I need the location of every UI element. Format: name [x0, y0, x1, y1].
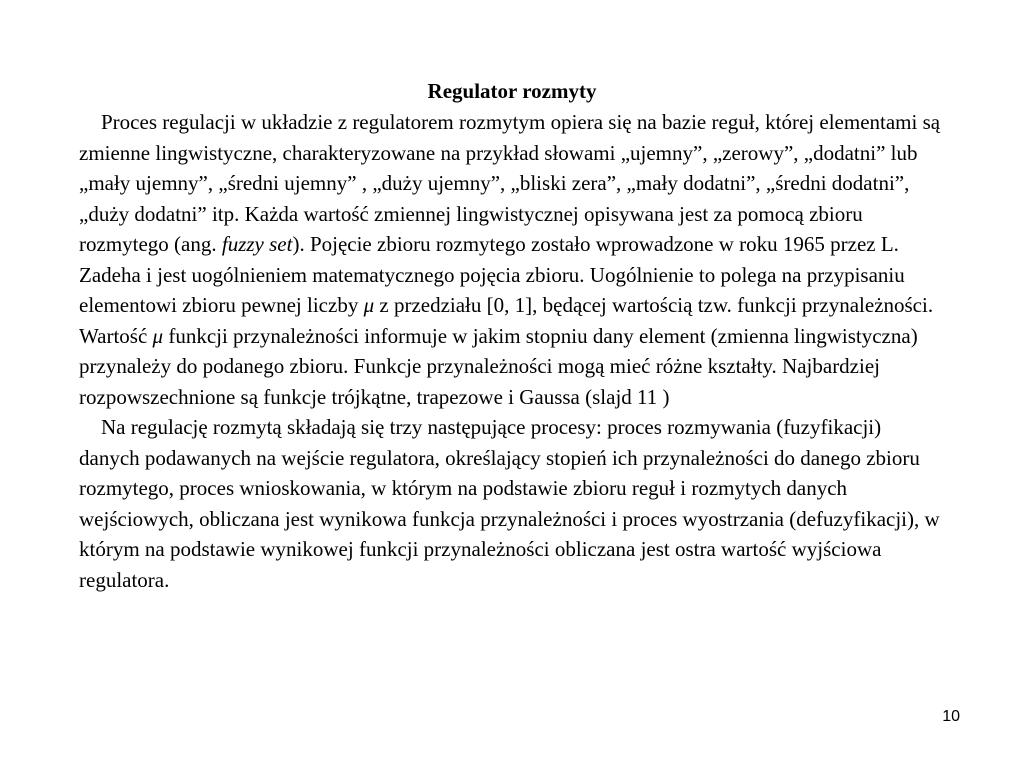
paragraph-fuzzy-regulation: Na regulację rozmytą składają się trzy następujące procesy: proces rozmywania (fuzyfikacji) danych podawanych na wejście regulatora, określający stopień ich przynależności do danego zbioru rozmytego, proces wnioskowania, w którym na podstawie zbioru reguł i rozmytych danych wejściowych, obliczana jest wynikowa funkcja przynależności i proces wyostrzania (defuzyfikacji), w którym na podstawie wynikowej funkcji przynależności obliczana jest ostra wartość wyjściowa regulatora. — [79, 415, 940, 592]
paragraph-fuzzy-sets — [79, 107, 945, 412]
slide-title: Regulator rozmyty — [427, 79, 597, 103]
paragraph-1-text-a: Proces regulacji w układzie z regulatorem rozmytym opiera się na bazie reguł, której elementami są zmienne lingwistyczne, charakteryzowane na przykład słowami „ujemny”, „zerowy”, „dodatni” lub „mały ujemny”, „średni ujemny” , „duży ujemny”, „bliski zera”, „mały dodatni”, „średni dodatni”, „duży dodatni” itp. Każda wartość zmiennej lingwistycznej opisywana jest za pomocą zbioru rozmytego (ang. — [79, 110, 941, 256]
mu-symbol: μ — [152, 323, 164, 348]
fuzzy-set-term: fuzzy set — [221, 232, 293, 256]
paragraph-1-text-d: funkcji przynależności informuje w jakim stopniu dany element (zmienna lingwistyczna) przynależy do podanego zbioru. Funkcje przynależności mogą mieć różne kształty. Najbardziej rozpowszechnione są funkcje trójkątne, trapezowe i Gaussa (slajd 11 ) — [79, 323, 918, 409]
paragraph-1-text-c: z przedziału [0, 1], będącej wartością tzw. funkcji przynależności. Wartość — [79, 293, 934, 348]
slide-number: 10 — [942, 708, 960, 725]
paragraph-1-text-b: ). Pojęcie zbioru rozmytego zostało wprowadzone w roku 1965 przez L. Zadeha i jest uogólnieniem matematycznego pojęcia zbioru. Uogólnienie to polega na przypisaniu elementowi zbioru pewnej liczby — [79, 232, 905, 317]
slide-body — [79, 107, 945, 595]
mu-symbol: μ — [363, 293, 375, 317]
